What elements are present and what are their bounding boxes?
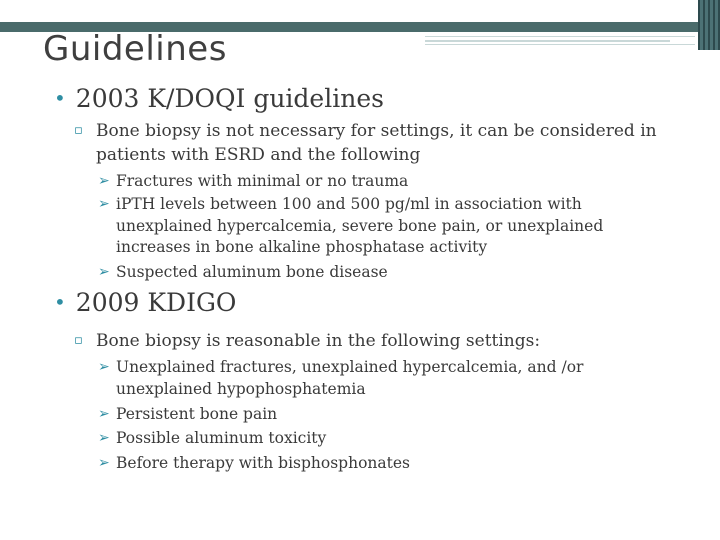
section-heading-kdoqi (54, 84, 384, 113)
list-item-text: Possible aluminum toxicity (116, 429, 327, 447)
subbullet-text: Bone biopsy is reasonable in the following settings: (96, 331, 541, 351)
decorative-line (425, 44, 695, 45)
list-item (98, 194, 638, 259)
bullet-dot-icon: • (54, 290, 66, 314)
decorative-line (425, 36, 695, 37)
subbullet-kdoqi (74, 119, 694, 167)
list-item-text: Unexplained fractures, unexplained hypercalcemia, and /or unexplained hypophosphatemia (116, 358, 584, 398)
slide-top-band (0, 0, 720, 22)
list-item-text: Before therapy with bisphosphonates (116, 454, 410, 472)
list-item (98, 357, 638, 400)
header-corner-stripes (698, 0, 720, 50)
arrow-bullet-icon: ➢ (98, 430, 110, 446)
list-item-text: Suspected aluminum bone disease (116, 263, 388, 281)
arrow-bullet-icon: ➢ (98, 264, 110, 280)
list-item (98, 404, 638, 426)
section-heading-text: 2003 K/DOQI guidelines (75, 84, 384, 113)
subbullet-text: Bone biopsy is not necessary for settings, it can be considered in patients with ESRD and the following (96, 121, 657, 165)
section-heading-text: 2009 KDIGO (75, 288, 237, 317)
square-bullet-icon: ▫ (74, 123, 83, 138)
arrow-bullet-icon: ➢ (98, 173, 110, 189)
square-bullet-icon: ▫ (74, 333, 83, 348)
arrow-bullet-icon: ➢ (98, 455, 110, 471)
arrow-bullet-icon: ➢ (98, 359, 110, 375)
section-heading-kdigo (54, 288, 236, 317)
decorative-line (425, 40, 670, 42)
list-item (98, 428, 638, 450)
subbullet-kdigo (74, 329, 694, 353)
slide-title: Guidelines (43, 29, 227, 69)
list-item (98, 262, 638, 284)
list-item-text: Fractures with minimal or no trauma (116, 172, 409, 190)
bullet-dot-icon: • (54, 86, 66, 110)
list-item-text: iPTH levels between 100 and 500 pg/ml in association with unexplained hypercalcemia, severe bone pain, or unexplained increases in bone alkaline phosphatase activity (116, 195, 604, 256)
list-item (98, 453, 638, 475)
list-item (98, 171, 638, 193)
arrow-bullet-icon: ➢ (98, 196, 110, 212)
list-item-text: Persistent bone pain (116, 405, 278, 423)
arrow-bullet-icon: ➢ (98, 406, 110, 422)
